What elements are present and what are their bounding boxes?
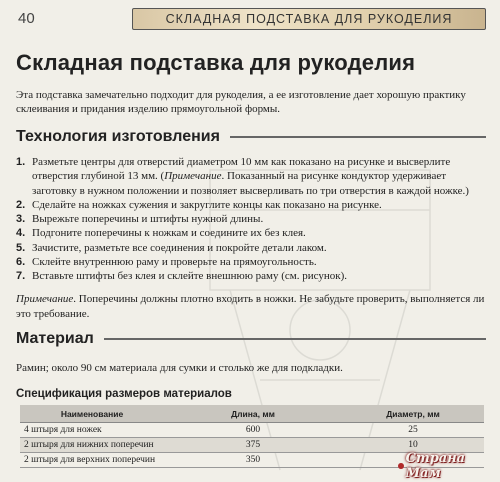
page-header	[14, 8, 492, 32]
step-number: 5.	[16, 241, 26, 254]
material-text: Рамин; около 90 см материала для сумки и столько же для подкладки.	[16, 362, 343, 374]
step-text: Вставьте штифты без клея и склейте внешнюю раму (см. рисунок).	[32, 270, 348, 283]
step-item	[16, 241, 488, 255]
cell-name: 4 штыря для ножек	[20, 423, 164, 438]
step-number: 6.	[16, 256, 26, 269]
step-text: Сделайте на ножках сужения и закруглите концы как показано на рисунке.	[32, 198, 382, 211]
cell-name: 2 штыря для верхних поперечин	[20, 453, 164, 468]
heading-rule	[104, 338, 486, 340]
cell-diameter: 25	[342, 423, 484, 438]
intro-paragraph: Эта подставка замечательно подходит для рукоделия, а ее изготовление дает хорошую практику склеивания и придания изделию прямоугольной формы.	[16, 89, 466, 115]
step-item	[16, 155, 488, 198]
step-number: 7.	[16, 270, 26, 283]
watermark-text: Страна Мам	[405, 451, 466, 481]
step-text: Вырежьте поперечины и штифты нужной длины.	[32, 213, 264, 226]
note-text: . Поперечины должны плотно входить в ножки. Не забудьте проверить, выполняется ли это требование.	[16, 293, 485, 320]
cell-length: 350	[164, 453, 342, 468]
cell-diameter: 10	[342, 438, 484, 453]
page-title: Складная подставка для рукоделия	[16, 50, 416, 75]
table-header-row	[20, 405, 484, 423]
step-number: 1.	[16, 156, 26, 168]
step-number: 2.	[16, 198, 26, 211]
heading-rule	[230, 136, 486, 138]
step-number: 4.	[16, 227, 26, 240]
step-text: Подгоните поперечины к ножкам и соедините их без клея.	[32, 227, 306, 240]
step-item	[16, 198, 488, 212]
material-heading	[16, 330, 486, 348]
step-text: Разметьте центры для отверстий диаметром 10 мм как показано на рисунке и высверлите отверстия глубиной 13 мм. (Примечание. Показанный на рисунке кондуктор удерживает заготовку в нужном положении и позволяет высверливать по три отверстия в каждой ножке.)	[32, 156, 469, 197]
spec-title: Спецификация размеров материалов	[16, 388, 232, 400]
page-number: 40	[18, 10, 35, 27]
step-item	[16, 212, 488, 226]
table-row	[20, 423, 484, 438]
cell-length: 375	[164, 438, 342, 453]
column-header: Диаметр, мм	[342, 405, 484, 423]
step-item	[16, 255, 488, 269]
site-watermark	[398, 452, 498, 480]
step-number: 3.	[16, 213, 26, 226]
note-paragraph	[16, 292, 486, 321]
technology-heading	[16, 128, 486, 146]
step-text: Склейте внутреннюю раму и проверьте на прямоугольность.	[32, 256, 317, 269]
cell-length: 600	[164, 423, 342, 438]
note-label: Примечание	[16, 293, 74, 305]
step-text: Зачистите, разметьте все соединения и покройте детали лаком.	[32, 241, 327, 254]
running-head: СКЛАДНАЯ ПОДСТАВКА ДЛЯ РУКОДЕЛИЯ	[132, 8, 486, 30]
material-heading-text: Материал	[16, 330, 94, 347]
column-header: Наименование	[20, 405, 164, 423]
step-item	[16, 269, 488, 283]
steps-list	[16, 155, 488, 284]
cell-name: 2 штыря для нижних поперечин	[20, 438, 164, 453]
technology-heading-text: Технология изготовления	[16, 128, 220, 145]
watermark-dot-icon	[398, 463, 404, 469]
column-header: Длина, мм	[164, 405, 342, 423]
step-item	[16, 226, 488, 240]
